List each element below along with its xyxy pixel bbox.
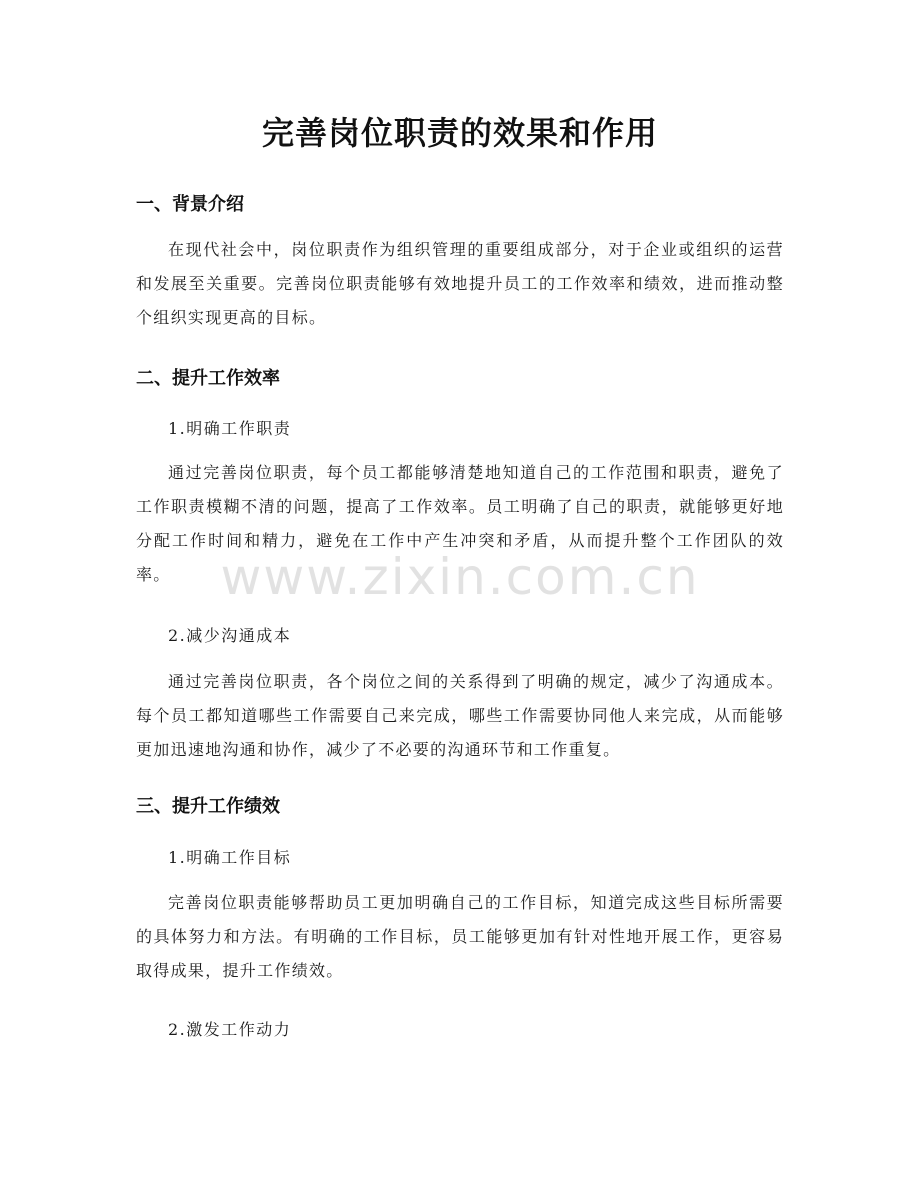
paragraph-clear-goals: 完善岗位职责能够帮助员工更加明确自己的工作目标，知道完成这些目标所需要的具体努力和方法。有明确的工作目标，员工能够更加有针对性地开展工作，更容易取得成果，提升工作绩效。 xyxy=(136,893,784,980)
section-heading-efficiency: 二、提升工作效率 xyxy=(136,368,280,389)
section-heading-performance: 三、提升工作绩效 xyxy=(136,796,280,817)
subheading-reduce-communication: 2.减少沟通成本 xyxy=(168,626,292,645)
subheading-clear-goals: 1.明确工作目标 xyxy=(168,848,292,867)
paragraph-clear-duties: 通过完善岗位职责，每个员工都能够清楚地知道自己的工作范围和职责，避免了工作职责模糊不清的问题，提高了工作效率。员工明确了自己的职责，就能够更好地分配工作时间和精力，避免在工作中产生冲突和矛盾，从而提升整个工作团队的效率。 xyxy=(136,463,784,584)
paragraph-background: 在现代社会中，岗位职责作为组织管理的重要组成部分，对于企业或组织的运营和发展至关重要。完善岗位职责能够有效地提升员工的工作效率和绩效，进而推动整个组织实现更高的目标。 xyxy=(136,240,784,327)
paragraph-reduce-communication: 通过完善岗位职责，各个岗位之间的关系得到了明确的规定，减少了沟通成本。每个员工都知道哪些工作需要自己来完成，哪些工作需要协同他人来完成，从而能够更加迅速地沟通和协作，减少了不必要的沟通环节和工作重复。 xyxy=(136,672,784,759)
watermark: www.zixin.com.cn xyxy=(220,548,700,606)
section-heading-background: 一、背景介绍 xyxy=(136,194,244,215)
page-title: 完善岗位职责的效果和作用 xyxy=(261,114,658,152)
subheading-clear-duties: 1.明确工作职责 xyxy=(168,419,292,438)
subheading-motivation: 2.激发工作动力 xyxy=(168,1020,292,1039)
